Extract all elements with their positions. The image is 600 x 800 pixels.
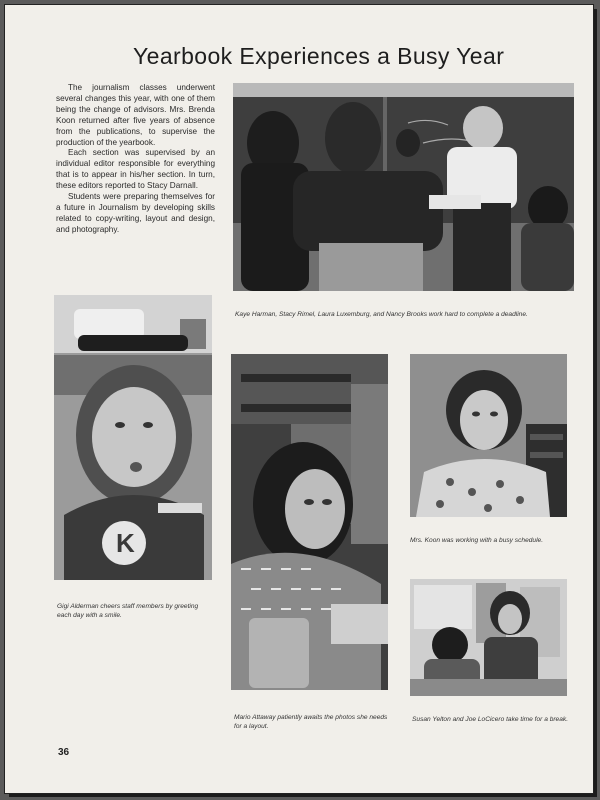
break-photo (410, 579, 567, 696)
break-caption: Susan Yelton and Joe LoCicero take time for a break. (412, 716, 569, 723)
staff-deadline-caption: Kaye Harman, Stacy Rimel, Laura Luxemburg, and Nancy Brooks work hard to complete a deadline. (235, 311, 528, 318)
mario-caption: Mario Attaway patiently awaits the photos she needs for a layout. (234, 714, 388, 730)
gigi-caption: Gigi Alderman cheers staff members by greeting each day with a smile. (57, 603, 199, 619)
gigi-photo (54, 295, 212, 580)
koon-caption: Mrs. Koon was working with a busy schedule. (410, 537, 544, 544)
svg-text:K: K (116, 528, 135, 558)
yearbook-page (4, 4, 594, 794)
page-number: 36 (58, 747, 70, 758)
mario-photo (231, 354, 388, 690)
article-paragraph-3: Students were preparing themselves for a future in Journalism by developing skills related to copy-writing, layout and design, and photography. (56, 192, 215, 234)
article-paragraph-1: The journalism classes underwent several changes this year, with one of them being the change of advisors. Mrs. Brenda Koon returned after five years of absence from the publications, to supervise the production of the yearbook. (56, 83, 215, 147)
koon-photo (410, 354, 567, 517)
article-body (56, 83, 215, 236)
article-paragraph-2: Each section was supervised by an individual editor responsible for everything that is to appear in his/her section. In turn, these editors reported to Stacy Darnall. (56, 148, 215, 191)
staff-deadline-photo (233, 83, 574, 291)
page-title: Yearbook Experiences a Busy Year (133, 43, 505, 69)
